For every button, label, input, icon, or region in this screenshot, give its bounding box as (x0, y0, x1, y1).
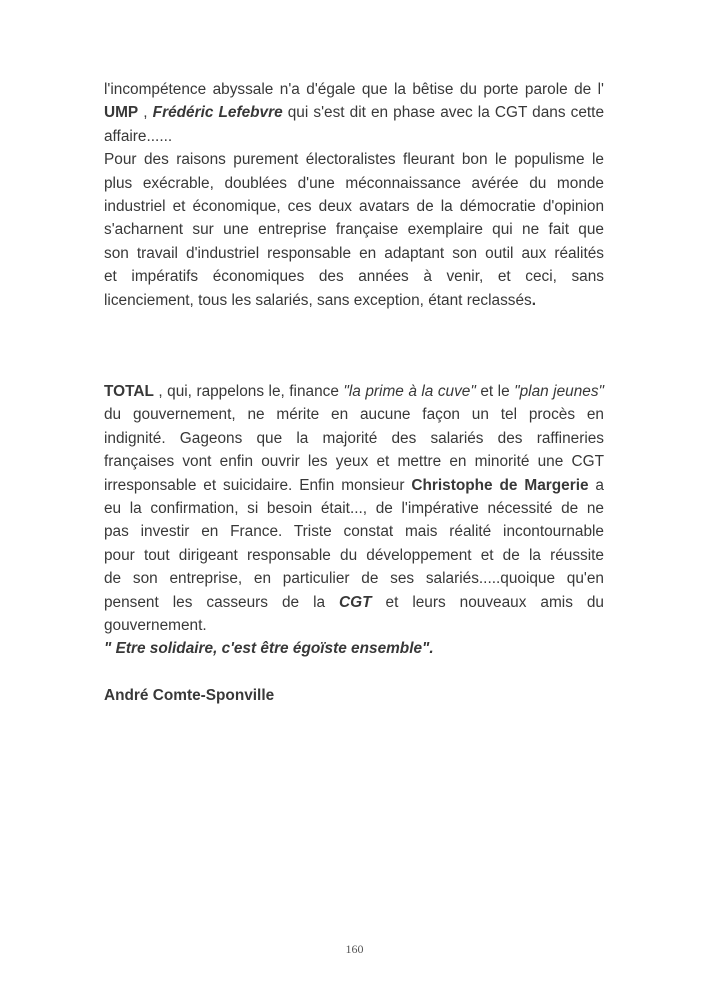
emphasis-text: André Comte-Sponville (104, 687, 275, 705)
text-line (104, 148, 604, 171)
paragraph-1 (104, 78, 604, 312)
text-line (104, 218, 604, 241)
paragraph-2 (104, 380, 604, 707)
text-segment: l'incompétence abyssale n'a d'égale que la bêtise du porte parole de l' (104, 81, 604, 98)
emphasis-text: "plan jeunes" (514, 383, 604, 400)
page-number: 160 (345, 942, 364, 956)
text-segment: eu la confirmation, si besoin était..., de l'impérative nécessité de ne (104, 499, 604, 517)
text-line (104, 265, 604, 288)
text-segment: Pour des raisons purement électoralistes fleurant bon le populisme le (104, 151, 604, 169)
text-line (104, 172, 604, 195)
text-line (104, 242, 604, 265)
text-segment: et le (475, 383, 515, 400)
text-segment: françaises vont enfin ouvrir les yeux et mettre en minorité une CGT (104, 453, 604, 471)
text-line (104, 289, 604, 312)
text-segment: a (588, 476, 604, 494)
emphasis-text: Frédéric Lefebvre (152, 104, 283, 122)
emphasis-text: "la prime à la cuve" (343, 383, 476, 400)
text-line (104, 427, 604, 450)
text-line (104, 614, 604, 637)
text-line (104, 380, 604, 403)
text-line (104, 520, 604, 543)
text-line (104, 637, 604, 660)
text-segment: irresponsable et suicidaire. Enfin monsieur (104, 476, 412, 494)
text-line (104, 567, 604, 590)
text-line (104, 125, 604, 148)
text-line (104, 497, 604, 520)
text-segment: affaire...... (104, 127, 173, 145)
emphasis-text: " Etre solidaire, c'est être égoïste ensemble". (104, 640, 434, 658)
text-line (104, 403, 604, 426)
text-line (104, 78, 604, 101)
text-line (104, 591, 604, 614)
text-line (104, 195, 604, 218)
emphasis-text: . (531, 291, 537, 309)
emphasis-text: Christophe de Margerie (411, 476, 589, 494)
text-segment: son travail d'industriel responsable en adaptant son outil aux réalités (104, 244, 604, 262)
text-segment: qui s'est dit en phase avec la CGT dans cette (282, 104, 605, 122)
text-line (104, 474, 604, 497)
text-line (104, 544, 604, 567)
emphasis-text: TOTAL (104, 383, 154, 400)
text-segment: et leurs nouveaux amis du (371, 593, 604, 611)
text-line (104, 101, 604, 124)
emphasis-text: CGT (339, 593, 372, 611)
text-segment: pensent les casseurs de la (104, 593, 340, 611)
text-segment: pas investir en France. Triste constat mais réalité incontournable (104, 523, 604, 541)
text-line (104, 661, 604, 684)
text-segment: s'acharnent sur une entreprise française exemplaire qui ne fait que (104, 221, 604, 239)
text-segment: indignité. Gageons que la majorité des salariés des raffineries (104, 429, 604, 447)
emphasis-text: UMP (104, 104, 139, 122)
text-line (104, 450, 604, 473)
text-line (104, 684, 604, 707)
text-segment: plus exécrable, doublées d'une méconnaissance avérée du monde (104, 174, 604, 192)
text-segment: et impératifs économiques des années à venir, et ceci, sans (104, 268, 604, 286)
text-segment: , qui, rappelons le, finance (153, 383, 344, 400)
text-segment: licenciement, tous les salariés, sans exception, étant reclassés (104, 291, 532, 309)
text-segment: gouvernement. (104, 616, 207, 634)
text-segment: du gouvernement, ne mérite en aucune façon un tel procès en (104, 406, 604, 424)
text-segment: de son entreprise, en particulier de ses salariés.....quoique qu'en (104, 570, 604, 588)
text-segment: , (138, 104, 153, 122)
text-segment: pour tout dirigeant responsable du développement et de la réussite (104, 546, 604, 564)
text-segment: industriel et économique, ces deux avatars de la démocratie d'opinion (104, 197, 604, 215)
